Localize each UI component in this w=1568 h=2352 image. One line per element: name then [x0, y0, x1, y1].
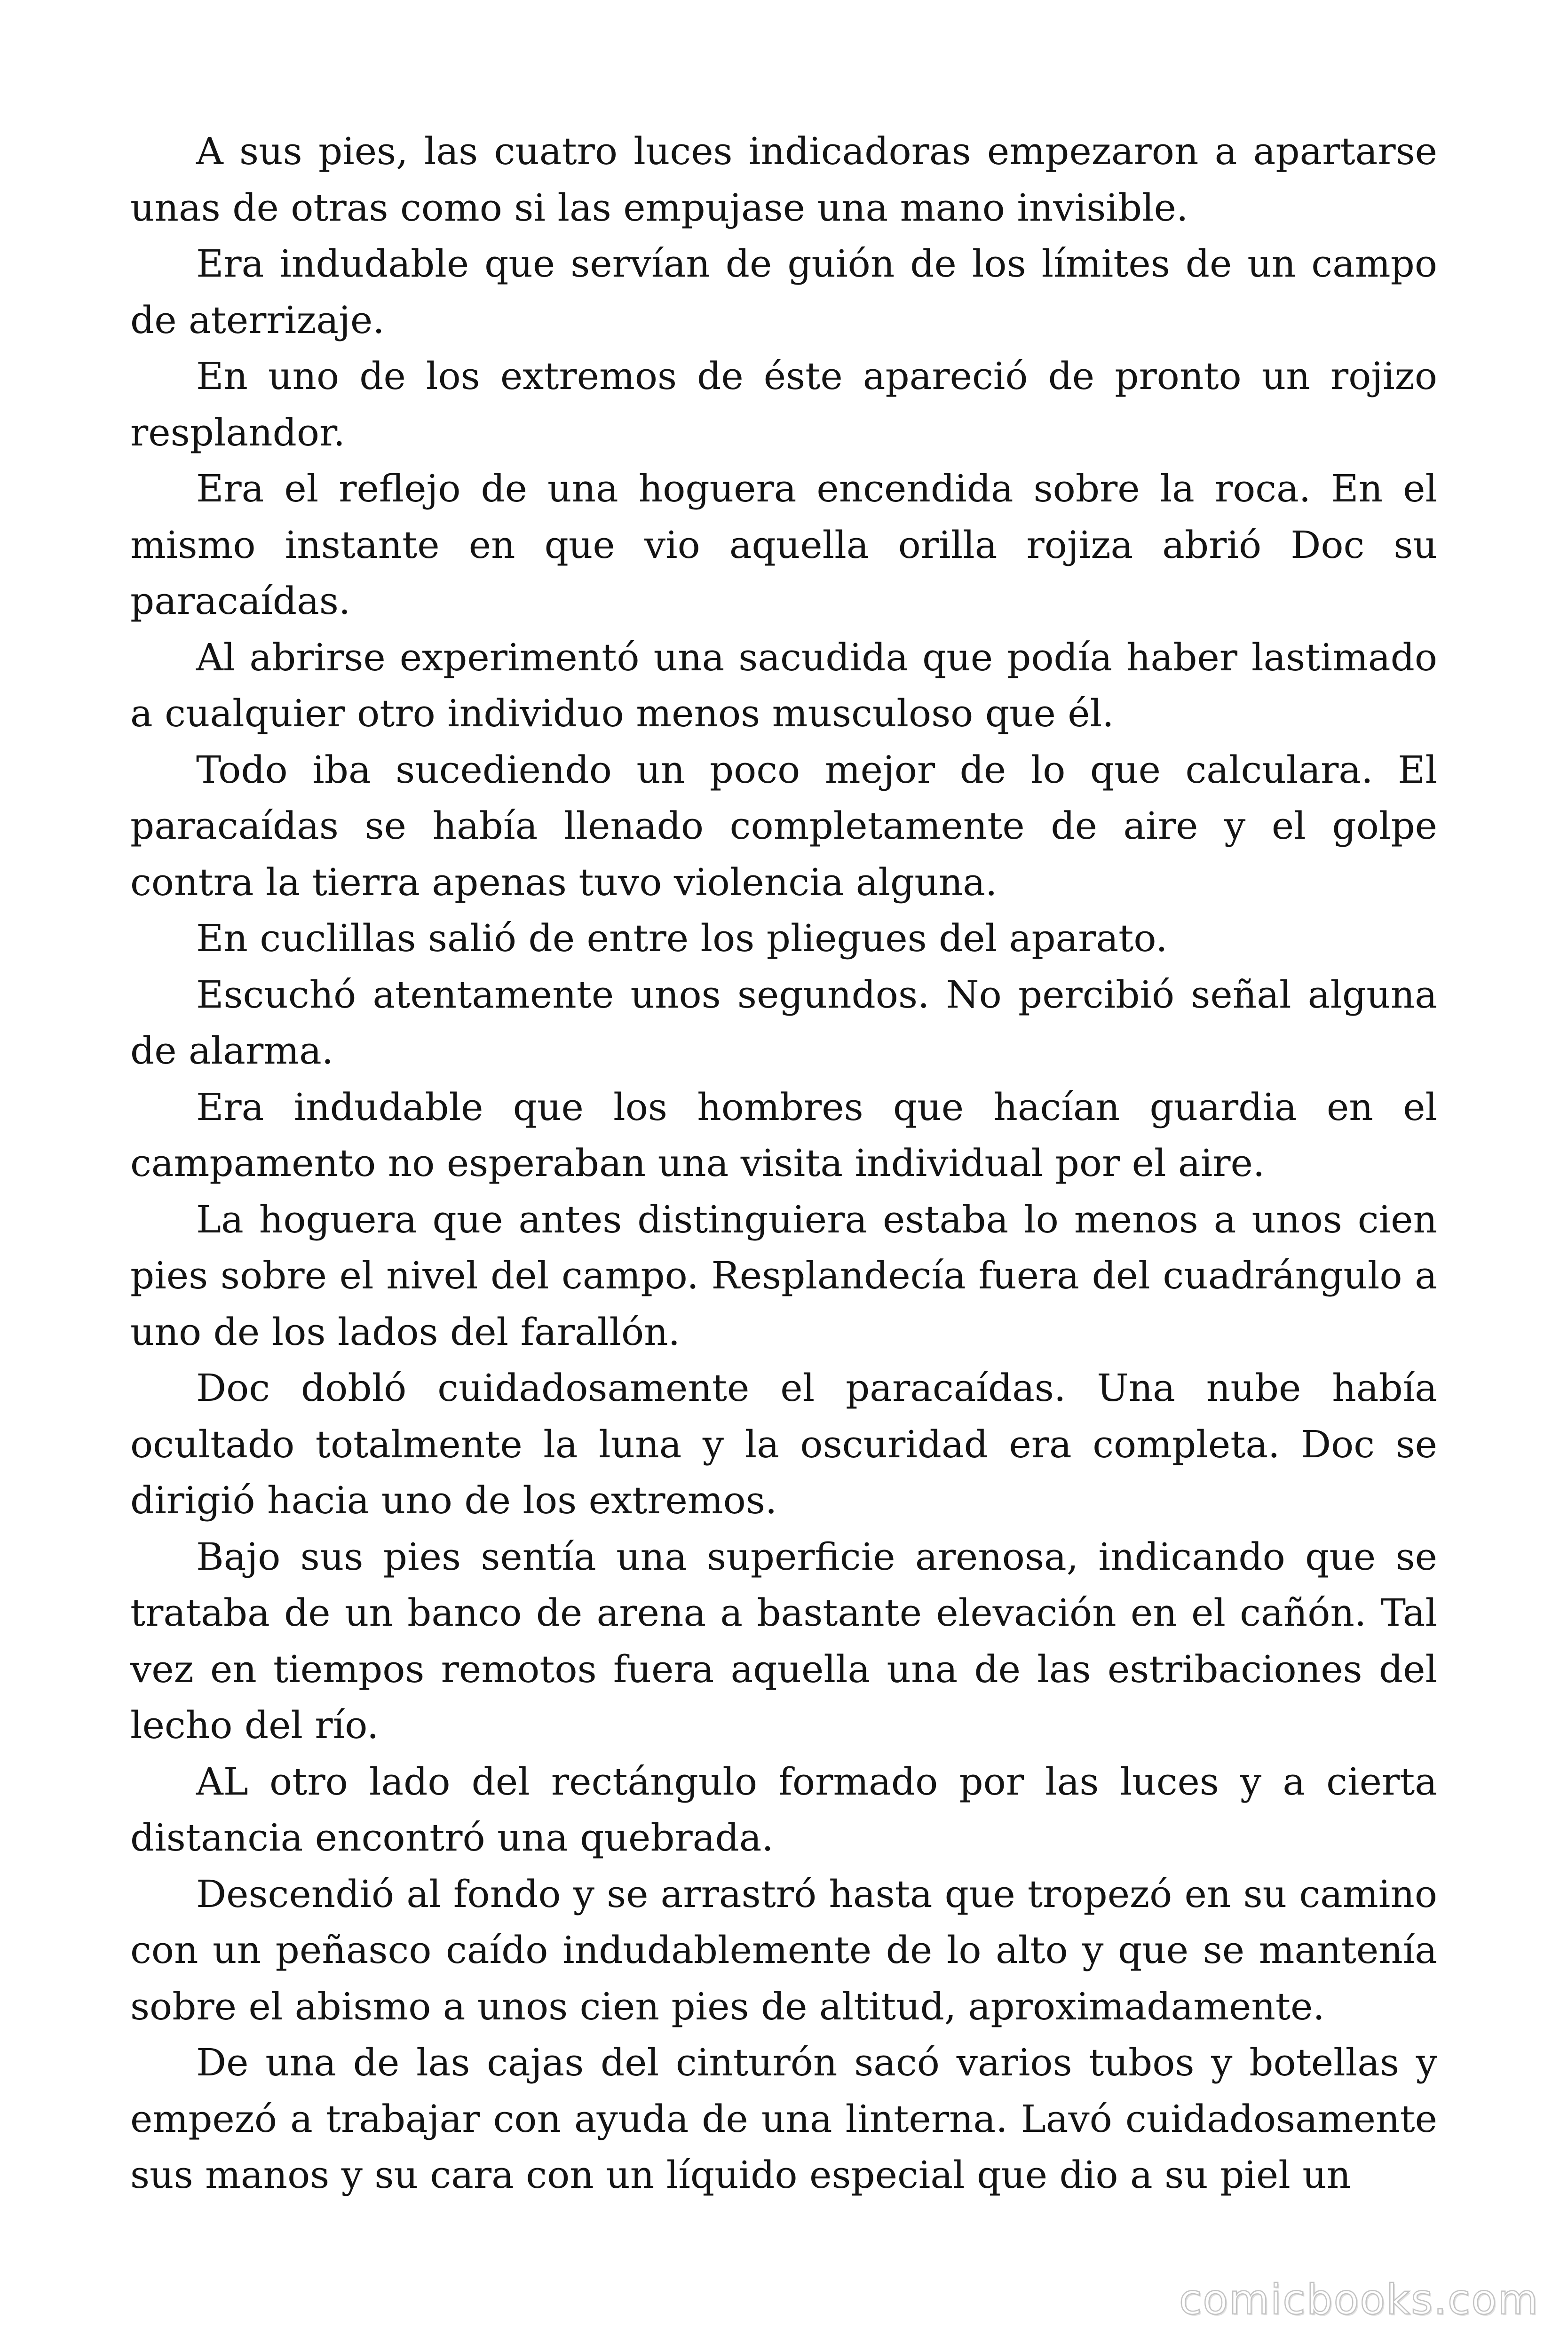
- paragraph: Descendió al fondo y se arrastró hasta que tropezó en su camino con un peñasco caído indudablemente de lo alto y que se mantenía sobre el abismo a unos cien pies de altitud, aproximadamente.: [130, 1872, 1437, 2028]
- paragraph: Era el reflejo de una hoguera encendida sobre la roca. En el mismo instante en que vio aquella orilla rojiza abrió Doc su paracaídas.: [130, 467, 1437, 623]
- body-text: [130, 123, 1437, 2203]
- paragraph: Doc dobló cuidadosamente el paracaídas. Una nube había ocultado totalmente la luna y la oscuridad era completa. Doc se dirigió hacia uno de los extremos.: [130, 1366, 1437, 1522]
- paragraph: Al abrirse experimentó una sacudida que podía haber lastimado a cualquier otro individuo menos musculoso que él.: [130, 635, 1437, 735]
- paragraph: Era indudable que servían de guión de los límites de un campo de aterrizaje.: [130, 242, 1437, 342]
- paragraph: Escuchó atentamente unos segundos. No percibió señal alguna de alarma.: [130, 972, 1437, 1073]
- paragraph: Era indudable que los hombres que hacían guardia en el campamento no esperaban una visita individual por el aire.: [130, 1085, 1437, 1185]
- paragraph: AL otro lado del rectángulo formado por las luces y a cierta distancia encontró una quebrada.: [130, 1759, 1437, 1859]
- paragraph: De una de las cajas del cinturón sacó varios tubos y botellas y empezó a trabajar con ayuda de una linterna. Lavó cuidadosamente sus manos y su cara con un líquido especial que dio a su piel un: [130, 2041, 1437, 2197]
- paragraph: En cuclillas salió de entre los pliegues del aparato.: [196, 916, 1168, 960]
- watermark: comicbooks.com: [1179, 2275, 1539, 2324]
- paragraph: Todo iba sucediendo un poco mejor de lo que calculara. El paracaídas se había llenado completamente de aire y el golpe contra la tierra apenas tuvo violencia alguna.: [130, 747, 1437, 904]
- paragraph: La hoguera que antes distinguiera estaba lo menos a unos cien pies sobre el nivel del campo. Resplandecía fuera del cuadrángulo a uno de los lados del farallón.: [130, 1197, 1437, 1354]
- paragraph: A sus pies, las cuatro luces indicadoras empezaron a apartarse unas de otras como si las empujase una mano invisible.: [130, 129, 1437, 230]
- paragraph: Bajo sus pies sentía una superficie arenosa, indicando que se trataba de un banco de arena a bastante elevación en el cañón. Tal vez en tiempos remotos fuera aquella una de las estribaciones del lecho del río.: [130, 1534, 1437, 1747]
- paragraph: En uno de los extremos de éste apareció de pronto un rojizo resplandor.: [130, 354, 1437, 454]
